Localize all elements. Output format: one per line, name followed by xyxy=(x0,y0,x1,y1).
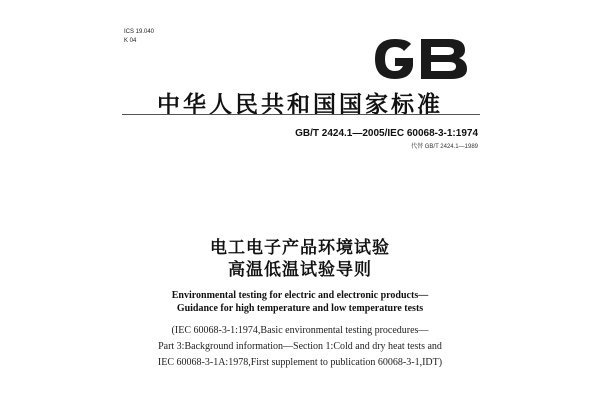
ics-code: ICS 19.040 xyxy=(124,29,155,35)
title-english-line-1: Environmental testing for electric and electronic products— xyxy=(171,290,429,301)
gb-logo xyxy=(367,36,477,82)
iec-reference-line-3: IEC 60068-3-1A:1978,First supplement to publication 60068-3-1,IDT) xyxy=(157,357,443,368)
replaces-standard: 代替 GB/T 2424.1—1989 xyxy=(411,144,478,150)
title-chinese-line-2: 高温低温试验导则 xyxy=(228,260,372,280)
standard-number: GB/T 2424.1—2005/IEC 60068-3-1:1974 xyxy=(295,128,478,139)
title-english-line-2: Guidance for high temperature and low temperature tests xyxy=(176,303,424,314)
iec-reference-line-1: (IEC 60068-3-1:1974,Basic environmental testing procedures— xyxy=(171,325,429,336)
header-divider xyxy=(122,114,480,115)
national-standard-heading: 中华人民共和国国家标准 xyxy=(157,92,443,118)
iec-reference-line-2: Part 3:Background information—Section 1:Cold and dry heat tests and xyxy=(158,341,442,352)
ccs-code: K 04 xyxy=(124,38,137,44)
classification-codes xyxy=(124,28,154,46)
title-chinese-line-1: 电工电子产品环境试验 xyxy=(210,238,390,258)
